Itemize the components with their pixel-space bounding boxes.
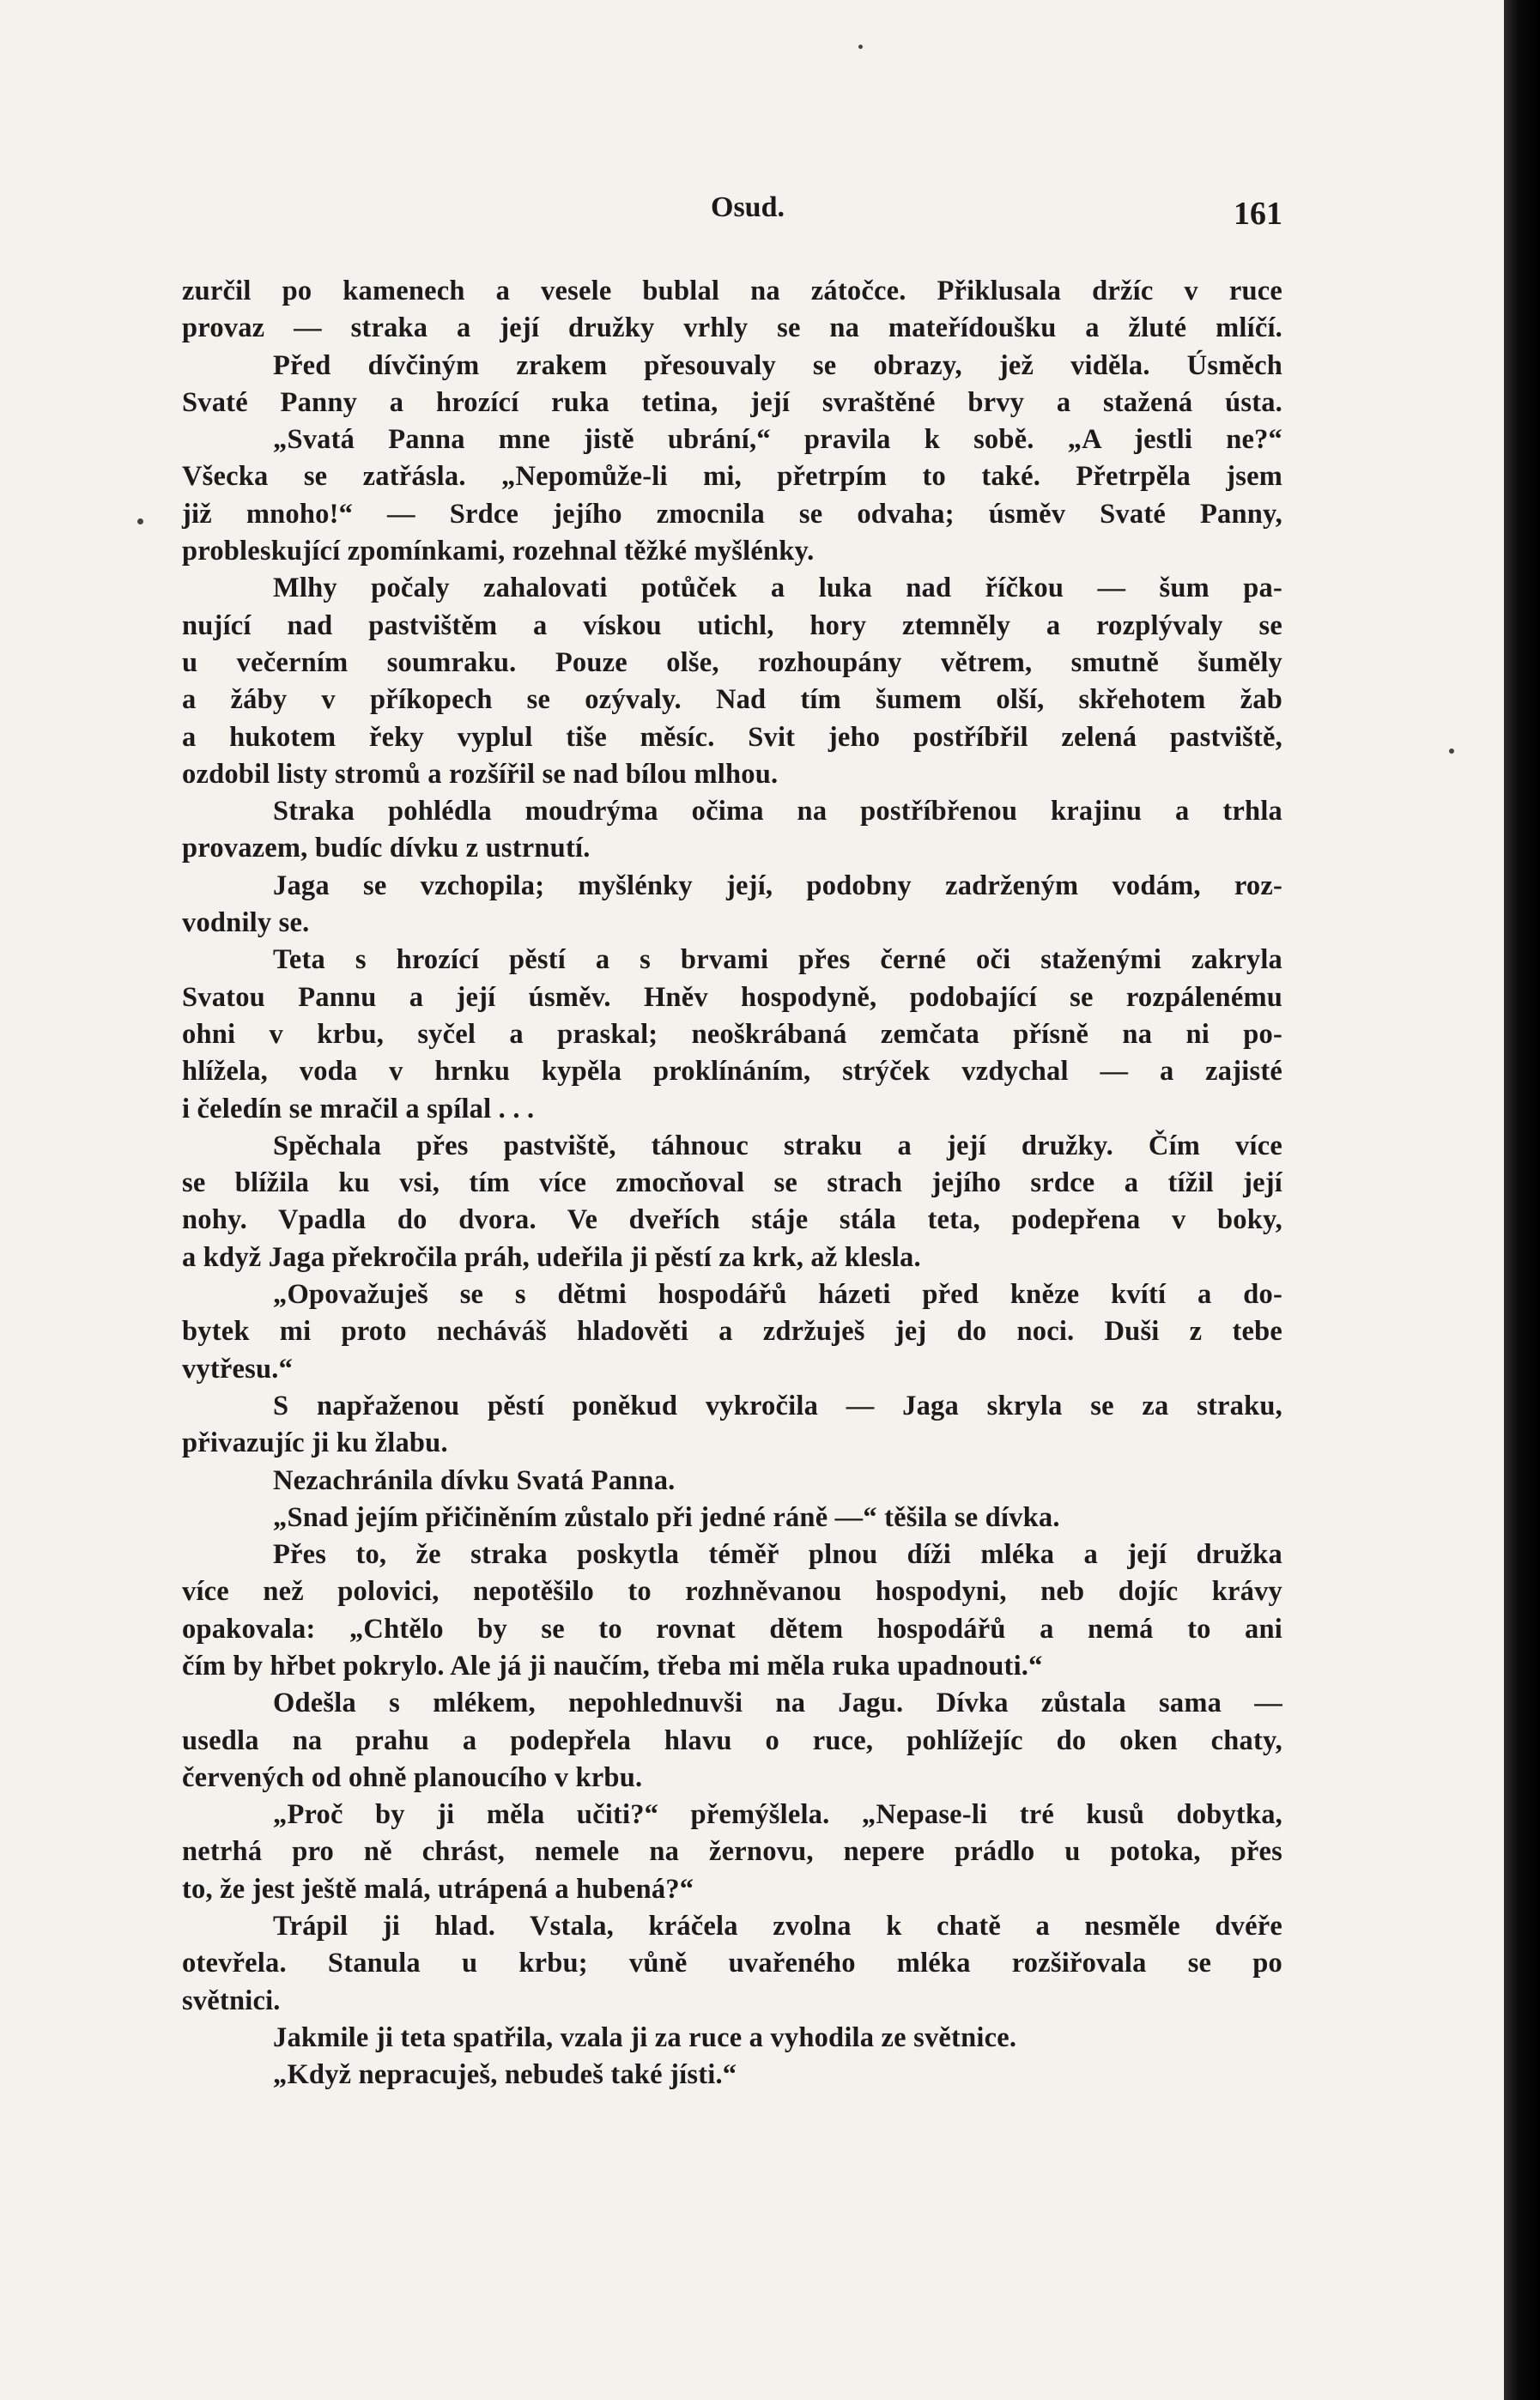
text-line: „Snad jejím přičiněním zůstalo při jedné ráně —“ těšila se dívka. <box>273 1501 1060 1533</box>
text-line: usedla na prahu a podepřela hlavu o ruce, pohlížejíc do oken chaty, <box>182 1724 1282 1756</box>
text-line: světnici. <box>182 1985 281 2016</box>
running-title: Osud. <box>711 191 785 223</box>
text-line: Jakmile ji teta spatřila, vzala ji za ruce a vyhodila ze světnice. <box>273 2021 1017 2053</box>
text-line: více než polovici, nepotěšilo to rozhněvanou hospodyni, neb dojíc krávy <box>182 1576 1282 1608</box>
text-line: se blížila ku vsi, tím více zmocňoval se strach jejího srdce a tížil její <box>182 1167 1282 1199</box>
text-line: probleskující zpomínkami, rozehnal těžké myšlénky. <box>182 536 815 567</box>
text-line: a hukotem řeky vyplul tiše měsíc. Svit jeho postříbřil zelená pastviště, <box>182 721 1282 753</box>
text-line: nohy. Vpadla do dvora. Ve dveřích stáje stála teta, podepřena v boky, <box>182 1204 1282 1236</box>
text-line: to, že jest ještě malá, utrápená a hubená?“ <box>182 1873 694 1905</box>
text-line: Teta s hrozící pěstí a s brvami přes černé oči staženými zakryla <box>273 944 1282 976</box>
text-line: čím by hřbet pokrylo. Ale já ji naučím, třeba mi měla ruka upadnouti.“ <box>182 1650 1043 1682</box>
text-line: zurčil po kamenech a vesele bublal na zátočce. Přiklusala držíc v ruce <box>182 276 1282 306</box>
text-line: opakovala: „Chtělo by se to rovnat dětem hospodářů a nemá to ani <box>182 1613 1282 1645</box>
margin-speck <box>858 45 863 49</box>
text-line: hlížela, voda v hrnku kypěla proklínáním, strýček vzdychal — a zajisté <box>182 1056 1282 1088</box>
text-line: vytřesu.“ <box>182 1353 294 1385</box>
text-line: provazem, budíc dívku z ustrnutí. <box>182 833 591 864</box>
text-line: Trápil ji hlad. Vstala, kráčela zvolna k chatě a nesměle dvéře <box>273 1911 1282 1942</box>
margin-speck <box>137 518 143 524</box>
text-line: přivazujíc ji ku žlabu. <box>182 1427 448 1459</box>
text-line: otevřela. Stanula u krbu; vůně uvařeného mléka rozšiřovala se po <box>182 1948 1282 1979</box>
text-line: a když Jaga překročila práh, udeřila ji pěstí za krk, až klesla. <box>182 1241 921 1273</box>
text-line: Nezachránila dívku Svatá Panna. <box>273 1464 676 1496</box>
text-line: Před dívčiným zrakem přesouvaly se obrazy, jež viděla. Úsměch <box>273 349 1282 381</box>
text-line: Jaga se vzchopila; myšlénky její, podobny zadrženým vodám, roz- <box>273 870 1282 901</box>
text-line: S napřaženou pěstí poněkud vykročila — Jaga skryla se za straku, <box>273 1390 1282 1421</box>
text-line: Svatou Pannu a její úsměv. Hněv hospodyně, podobající se rozpálenému <box>182 981 1282 1013</box>
text-line: bytek mi proto necháváš hladověti a zdržuješ jej do noci. Duši z tebe <box>182 1316 1282 1348</box>
page-header <box>182 185 1282 236</box>
text-line: Odešla s mlékem, nepohlednuvši na Jagu. Dívka zůstala sama — <box>273 1688 1282 1719</box>
text-line: Všecka se zatřásla. „Nepomůže-li mi, přetrpím to také. Přetrpěla jsem <box>182 461 1282 493</box>
text-line: již mnoho!“ — Srdce jejího zmocnila se odvaha; úsměv Svaté Panny, <box>182 498 1282 530</box>
text-line: nující nad pastvištěm a vískou utichl, hory ztemněly a rozplývaly se <box>182 609 1282 641</box>
text-line: Přes to, že straka poskytla téměř plnou díži mléka a její družka <box>273 1539 1282 1571</box>
text-line: Straka pohlédla moudrýma očima na postříbřenou krajinu a trhla <box>273 796 1282 827</box>
scan-edge-shadow <box>1504 0 1540 2400</box>
text-line: provaz — straka a její družky vrhly se na mateřídoušku a žluté mlíčí. <box>182 312 1282 344</box>
text-line: Spěchala přes pastviště, táhnouc straku a její družky. Čím více <box>273 1130 1282 1161</box>
page-number: 161 <box>1234 196 1282 232</box>
text-line: ozdobil listy stromů a rozšířil se nad bílou mlhou. <box>182 758 779 790</box>
text-line: a žáby v příkopech se ozývaly. Nad tím šumem olší, skřehotem žab <box>182 684 1282 716</box>
text-line: netrhá pro ně chrást, nemele na žernovu, nepere prádlo u potoka, přes <box>182 1836 1282 1868</box>
text-line: ohni v krbu, syčel a praskal; neoškrábaná zemčata přísně na ni po- <box>182 1018 1282 1050</box>
text-line: vodnily se. <box>182 907 310 939</box>
text-line: červených od ohně planoucího v krbu. <box>182 1761 643 1793</box>
text-line: i čeledín se mračil a spílal . . . <box>182 1093 535 1124</box>
body-text <box>182 273 1282 2094</box>
text-line: Mlhy počaly zahalovati potůček a luka nad říčkou — šum pa- <box>273 573 1282 604</box>
text-line: Svaté Panny a hrozící ruka tetina, její svraštěné brvy a stažená ústa. <box>182 386 1282 418</box>
text-line: „Svatá Panna mne jistě ubrání,“ pravila k sobě. „A jestli ne?“ <box>273 424 1282 456</box>
text-line: u večerním soumraku. Pouze olše, rozhoupány větrem, smutně šuměly <box>182 646 1282 678</box>
text-line: „Opovažuješ se s dětmi hospodářů házeti před kněze kvítí a do- <box>273 1279 1282 1311</box>
text-line: „Když nepracuješ, nebudeš také jísti.“ <box>273 2059 737 2091</box>
text-line: „Proč by ji měla učiti?“ přemýšlela. „Nepase-li tré kusů dobytka, <box>273 1799 1282 1831</box>
margin-speck <box>1449 748 1454 754</box>
